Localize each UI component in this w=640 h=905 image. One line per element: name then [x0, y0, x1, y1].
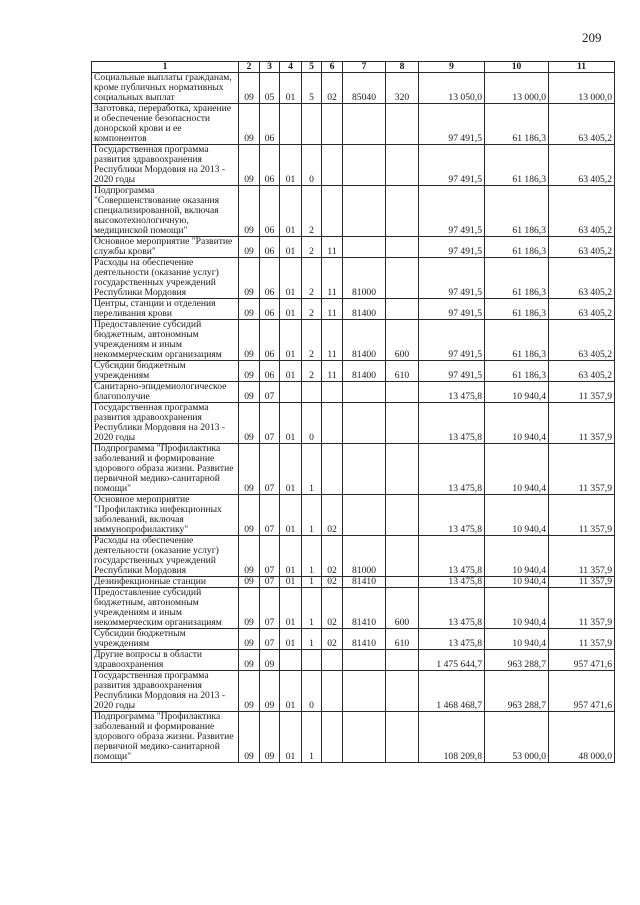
code-cell: 01 [280, 320, 302, 361]
code-cell [386, 495, 419, 536]
code-cell: 01 [280, 577, 302, 588]
code-cell: 06 [260, 320, 280, 361]
code-cell [386, 382, 419, 403]
row-name-cell: Другие вопросы в области здравоохранения [92, 650, 239, 671]
code-cell: 09 [239, 444, 260, 495]
amount-cell: 11 357,9 [549, 382, 615, 403]
code-cell [322, 444, 343, 495]
code-cell [386, 104, 419, 145]
column-header: 7 [343, 62, 386, 73]
code-cell [343, 145, 386, 186]
code-cell: 09 [239, 536, 260, 577]
amount-cell: 97 491,5 [419, 186, 485, 237]
code-cell: 81400 [343, 320, 386, 361]
code-cell: 11 [322, 299, 343, 320]
code-cell [280, 382, 302, 403]
column-header: 10 [485, 62, 549, 73]
code-cell: 09 [239, 650, 260, 671]
table-row [92, 629, 615, 650]
code-cell: 09 [239, 382, 260, 403]
code-cell: 09 [239, 186, 260, 237]
code-cell [322, 382, 343, 403]
code-cell: 09 [260, 671, 280, 712]
row-name-cell: Подпрограмма "Профилактика заболеваний и формирование здорового образа жизни. Развитие первичной медико-санитарной помощи" [92, 712, 239, 763]
code-cell: 02 [322, 629, 343, 650]
code-cell: 01 [280, 536, 302, 577]
table-header-row [92, 62, 615, 73]
row-name-cell: Заготовка, переработка, хранение и обеспечение безопасности донорской крови и ее компонентов [92, 104, 239, 145]
amount-cell: 11 357,9 [549, 629, 615, 650]
amount-cell: 963 288,7 [485, 650, 549, 671]
code-cell: 01 [280, 671, 302, 712]
amount-cell: 13 475,8 [419, 444, 485, 495]
table-row [92, 403, 615, 444]
amount-cell: 10 940,4 [485, 403, 549, 444]
code-cell: 81410 [343, 588, 386, 629]
row-name-cell: Предоставление субсидий бюджетным, автономным учреждениям и иным некоммерческим организациям [92, 588, 239, 629]
table-row [92, 712, 615, 763]
code-cell: 1 [302, 629, 322, 650]
code-cell: 09 [239, 237, 260, 258]
code-cell: 01 [280, 495, 302, 536]
code-cell: 07 [260, 629, 280, 650]
code-cell: 07 [260, 403, 280, 444]
amount-cell: 13 475,8 [419, 536, 485, 577]
code-cell: 07 [260, 577, 280, 588]
code-cell: 06 [260, 258, 280, 299]
code-cell: 1 [302, 712, 322, 763]
amount-cell: 13 475,8 [419, 382, 485, 403]
code-cell: 2 [302, 258, 322, 299]
column-header: 5 [302, 62, 322, 73]
column-header: 4 [280, 62, 302, 73]
code-cell: 11 [322, 258, 343, 299]
amount-cell: 63 405,2 [549, 258, 615, 299]
code-cell: 09 [260, 650, 280, 671]
code-cell [343, 495, 386, 536]
code-cell: 09 [239, 299, 260, 320]
column-header: 11 [549, 62, 615, 73]
code-cell: 09 [239, 671, 260, 712]
amount-cell: 63 405,2 [549, 104, 615, 145]
row-name-cell: Подпрограмма "Профилактика заболеваний и формирование здорового образа жизни. Развитие первичной медико-санитарной помощи" [92, 444, 239, 495]
code-cell [386, 671, 419, 712]
amount-cell: 13 475,8 [419, 629, 485, 650]
code-cell [343, 403, 386, 444]
column-header: 3 [260, 62, 280, 73]
code-cell: 0 [302, 403, 322, 444]
code-cell: 06 [260, 237, 280, 258]
amount-cell: 61 186,3 [485, 320, 549, 361]
code-cell: 1 [302, 577, 322, 588]
code-cell: 85040 [343, 73, 386, 104]
amount-cell: 13 050,0 [419, 73, 485, 104]
code-cell: 01 [280, 258, 302, 299]
row-name-cell: Государственная программа развития здравоохранения Республики Мордовия на 2013 - 2020 годы [92, 145, 239, 186]
amount-cell: 97 491,5 [419, 361, 485, 382]
amount-cell: 13 475,8 [419, 403, 485, 444]
code-cell: 81410 [343, 577, 386, 588]
table-row [92, 495, 615, 536]
amount-cell: 11 357,9 [549, 588, 615, 629]
code-cell: 81400 [343, 361, 386, 382]
code-cell [386, 650, 419, 671]
amount-cell: 61 186,3 [485, 186, 549, 237]
row-name-cell: Расходы на обеспечение деятельности (оказание услуг) государственных учреждений Республики Мордовия [92, 536, 239, 577]
amount-cell: 61 186,3 [485, 361, 549, 382]
code-cell [322, 403, 343, 444]
code-cell: 11 [322, 361, 343, 382]
code-cell [386, 536, 419, 577]
code-cell [322, 186, 343, 237]
code-cell [322, 712, 343, 763]
amount-cell: 10 940,4 [485, 536, 549, 577]
code-cell [322, 671, 343, 712]
code-cell: 09 [239, 73, 260, 104]
budget-table [91, 61, 615, 763]
amount-cell: 97 491,5 [419, 258, 485, 299]
amount-cell: 53 000,0 [485, 712, 549, 763]
code-cell: 2 [302, 299, 322, 320]
amount-cell: 48 000,0 [549, 712, 615, 763]
code-cell: 01 [280, 629, 302, 650]
amount-cell: 97 491,5 [419, 237, 485, 258]
amount-cell: 11 357,9 [549, 403, 615, 444]
row-name-cell: Государственная программа развития здравоохранения Республики Мордовия на 2013 - 2020 годы [92, 671, 239, 712]
code-cell: 600 [386, 320, 419, 361]
row-name-cell: Государственная программа развития здравоохранения Республики Мордовия на 2013 - 2020 годы [92, 403, 239, 444]
code-cell [343, 444, 386, 495]
code-cell: 06 [260, 361, 280, 382]
code-cell [343, 186, 386, 237]
table-row [92, 186, 615, 237]
code-cell [302, 382, 322, 403]
table-row [92, 73, 615, 104]
row-name-cell: Расходы на обеспечение деятельности (оказание услуг) государственных учреждений Республики Мордовия [92, 258, 239, 299]
amount-cell: 63 405,2 [549, 186, 615, 237]
amount-cell: 10 940,4 [485, 629, 549, 650]
amount-cell: 108 209,8 [419, 712, 485, 763]
code-cell [386, 444, 419, 495]
amount-cell: 63 405,2 [549, 299, 615, 320]
code-cell [343, 237, 386, 258]
code-cell: 610 [386, 629, 419, 650]
amount-cell: 63 405,2 [549, 320, 615, 361]
amount-cell: 61 186,3 [485, 258, 549, 299]
code-cell: 02 [322, 495, 343, 536]
amount-cell: 1 468 468,7 [419, 671, 485, 712]
row-name-cell: Подпрограмма "Совершенствование оказания специализированной, включая высокотехнологичную, медицинской помощи" [92, 186, 239, 237]
amount-cell: 61 186,3 [485, 237, 549, 258]
code-cell: 07 [260, 382, 280, 403]
column-header: 6 [322, 62, 343, 73]
amount-cell: 97 491,5 [419, 104, 485, 145]
code-cell: 09 [239, 588, 260, 629]
column-header: 9 [419, 62, 485, 73]
code-cell [280, 650, 302, 671]
table-row [92, 361, 615, 382]
code-cell [386, 299, 419, 320]
amount-cell: 10 940,4 [485, 588, 549, 629]
table-row [92, 237, 615, 258]
code-cell: 09 [239, 629, 260, 650]
column-header: 1 [92, 62, 239, 73]
code-cell: 09 [239, 361, 260, 382]
code-cell: 01 [280, 299, 302, 320]
row-name-cell: Основное мероприятие "Профилактика инфекционных заболеваний, включая иммунопрофилактику" [92, 495, 239, 536]
code-cell: 01 [280, 186, 302, 237]
amount-cell: 957 471,6 [549, 650, 615, 671]
code-cell: 09 [239, 403, 260, 444]
table-row [92, 536, 615, 577]
row-name-cell: Дезинфекционные станции [92, 577, 239, 588]
code-cell: 01 [280, 444, 302, 495]
code-cell: 05 [260, 73, 280, 104]
table-row [92, 444, 615, 495]
code-cell [280, 104, 302, 145]
code-cell: 01 [280, 403, 302, 444]
code-cell: 06 [260, 145, 280, 186]
code-cell [386, 186, 419, 237]
code-cell: 07 [260, 495, 280, 536]
amount-cell: 10 940,4 [485, 577, 549, 588]
code-cell: 2 [302, 320, 322, 361]
amount-cell: 10 940,4 [485, 495, 549, 536]
amount-cell: 97 491,5 [419, 299, 485, 320]
code-cell: 01 [280, 712, 302, 763]
code-cell: 81000 [343, 258, 386, 299]
code-cell: 1 [302, 495, 322, 536]
table-row [92, 382, 615, 403]
code-cell: 09 [260, 712, 280, 763]
code-cell: 07 [260, 588, 280, 629]
amount-cell: 61 186,3 [485, 104, 549, 145]
row-name-cell: Основное мероприятие "Развитие службы крови" [92, 237, 239, 258]
code-cell: 81000 [343, 536, 386, 577]
amount-cell: 13 475,8 [419, 495, 485, 536]
row-name-cell: Санитарно-эпидемиологическое благополучие [92, 382, 239, 403]
amount-cell: 13 475,8 [419, 588, 485, 629]
table-row [92, 577, 615, 588]
row-name-cell: Предоставление субсидий бюджетным, автономным учреждениям и иным некоммерческим организациям [92, 320, 239, 361]
code-cell: 09 [239, 320, 260, 361]
code-cell: 01 [280, 361, 302, 382]
page-number: 209 [582, 30, 602, 45]
amount-cell: 11 357,9 [549, 536, 615, 577]
code-cell: 610 [386, 361, 419, 382]
code-cell [386, 712, 419, 763]
amount-cell: 1 475 644,7 [419, 650, 485, 671]
code-cell [386, 403, 419, 444]
amount-cell: 13 475,8 [419, 577, 485, 588]
amount-cell: 13 000,0 [485, 73, 549, 104]
code-cell: 2 [302, 237, 322, 258]
amount-cell: 963 288,7 [485, 671, 549, 712]
table-row [92, 320, 615, 361]
code-cell [386, 258, 419, 299]
code-cell [343, 671, 386, 712]
table-row [92, 588, 615, 629]
table-row [92, 145, 615, 186]
code-cell: 600 [386, 588, 419, 629]
code-cell: 0 [302, 671, 322, 712]
row-name-cell: Субсидии бюджетным учреждениям [92, 629, 239, 650]
code-cell [343, 104, 386, 145]
amount-cell: 957 471,6 [549, 671, 615, 712]
code-cell: 01 [280, 588, 302, 629]
code-cell: 09 [239, 104, 260, 145]
table-row [92, 299, 615, 320]
code-cell: 1 [302, 536, 322, 577]
column-header: 8 [386, 62, 419, 73]
amount-cell: 11 357,9 [549, 495, 615, 536]
row-name-cell: Субсидии бюджетным учреждениям [92, 361, 239, 382]
amount-cell: 11 357,9 [549, 444, 615, 495]
code-cell: 09 [239, 712, 260, 763]
code-cell [322, 104, 343, 145]
code-cell: 01 [280, 237, 302, 258]
code-cell: 1 [302, 588, 322, 629]
code-cell [322, 650, 343, 671]
code-cell: 5 [302, 73, 322, 104]
code-cell: 81400 [343, 299, 386, 320]
code-cell: 11 [322, 237, 343, 258]
code-cell: 09 [239, 145, 260, 186]
amount-cell: 63 405,2 [549, 361, 615, 382]
code-cell: 09 [239, 495, 260, 536]
amount-cell: 63 405,2 [549, 145, 615, 186]
code-cell: 06 [260, 104, 280, 145]
table-row [92, 671, 615, 712]
code-cell: 06 [260, 186, 280, 237]
row-name-cell: Социальные выплаты гражданам, кроме публичных нормативных социальных выплат [92, 73, 239, 104]
column-header: 2 [239, 62, 260, 73]
code-cell: 07 [260, 444, 280, 495]
code-cell: 02 [322, 577, 343, 588]
code-cell: 01 [280, 73, 302, 104]
table-row [92, 104, 615, 145]
code-cell [343, 382, 386, 403]
code-cell: 07 [260, 536, 280, 577]
code-cell: 09 [239, 258, 260, 299]
code-cell: 09 [239, 577, 260, 588]
code-cell: 2 [302, 186, 322, 237]
code-cell: 02 [322, 536, 343, 577]
amount-cell: 61 186,3 [485, 299, 549, 320]
code-cell [343, 712, 386, 763]
amount-cell: 11 357,9 [549, 577, 615, 588]
table-row [92, 258, 615, 299]
code-cell: 01 [280, 145, 302, 186]
code-cell: 81410 [343, 629, 386, 650]
amount-cell: 97 491,5 [419, 320, 485, 361]
amount-cell: 61 186,3 [485, 145, 549, 186]
code-cell [386, 577, 419, 588]
code-cell: 02 [322, 73, 343, 104]
code-cell [322, 145, 343, 186]
amount-cell: 63 405,2 [549, 237, 615, 258]
code-cell: 02 [322, 588, 343, 629]
code-cell: 2 [302, 361, 322, 382]
amount-cell: 97 491,5 [419, 145, 485, 186]
code-cell: 06 [260, 299, 280, 320]
amount-cell: 13 000,0 [549, 73, 615, 104]
code-cell [302, 650, 322, 671]
code-cell [386, 145, 419, 186]
amount-cell: 10 940,4 [485, 382, 549, 403]
code-cell: 320 [386, 73, 419, 104]
code-cell [343, 650, 386, 671]
code-cell: 0 [302, 145, 322, 186]
code-cell [386, 237, 419, 258]
code-cell: 11 [322, 320, 343, 361]
row-name-cell: Центры, станции и отделения переливания крови [92, 299, 239, 320]
code-cell: 1 [302, 444, 322, 495]
table-row [92, 650, 615, 671]
amount-cell: 10 940,4 [485, 444, 549, 495]
code-cell [302, 104, 322, 145]
